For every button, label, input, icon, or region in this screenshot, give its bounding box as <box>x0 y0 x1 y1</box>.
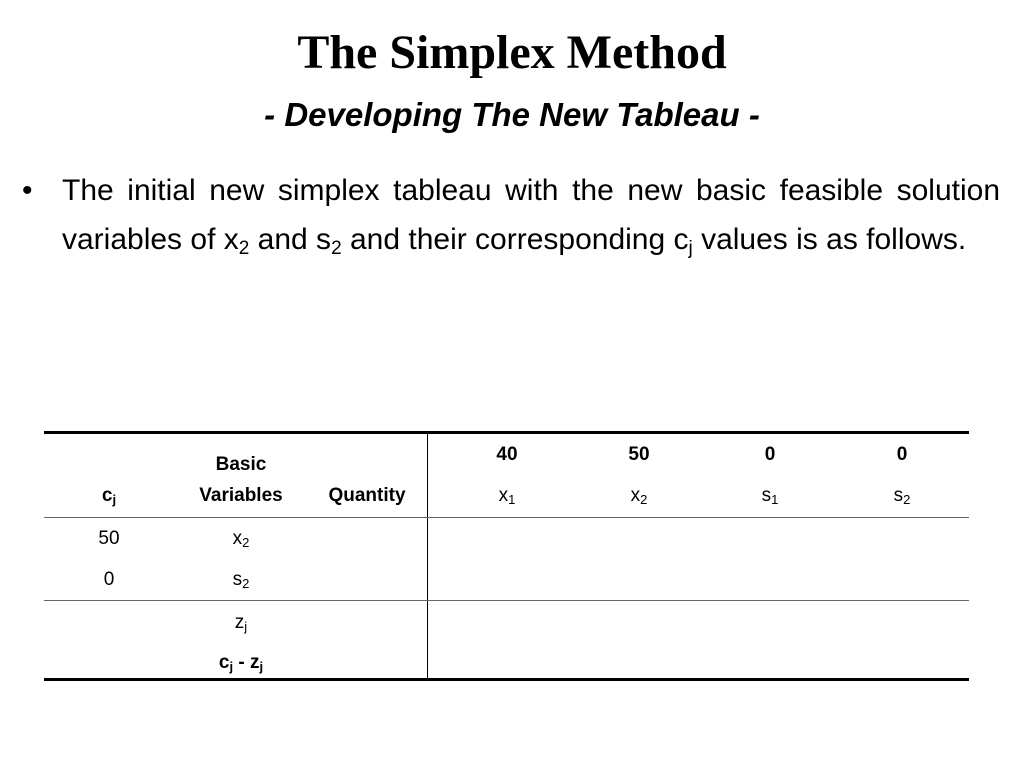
simplex-tableau <box>44 431 969 681</box>
header-col1-cj: 40 <box>496 444 518 465</box>
header-col3-cj: 0 <box>764 444 776 465</box>
bullet-dot-icon: • <box>22 174 33 207</box>
header-col2-var: $x_2$ <box>630 485 648 507</box>
rows-divider <box>44 600 969 601</box>
row1-cj: 50 <box>98 528 120 549</box>
header-col4-cj: 0 <box>896 444 908 465</box>
header-divider <box>44 517 969 518</box>
header-col4-var: $s_2$ <box>893 485 911 507</box>
zj-row-label: $z_j$ <box>234 612 248 634</box>
header-col3-var: $s_1$ <box>761 485 779 507</box>
header-cj: $c_j$ <box>101 485 117 507</box>
slide-title: The Simplex Method <box>297 26 727 79</box>
header-quantity: Quantity <box>328 485 406 506</box>
header-basic: Basic <box>215 454 267 475</box>
header-variables: Variables <box>199 485 283 506</box>
row2-cj: 0 <box>103 569 115 590</box>
header-col1-var: $x_1$ <box>498 485 516 507</box>
bullet-text: The initial new simplex tableau with the new basic feasible solution variables of $x_2$ and $s_2$ and their corresponding $c_j$ values is as follows. <box>62 174 1000 259</box>
row1-basic-var: $x_2$ <box>232 528 250 550</box>
header-col2-cj: 50 <box>628 444 650 465</box>
column-divider <box>427 434 428 681</box>
row2-basic-var: $s_2$ <box>232 569 250 591</box>
cj-minus-zj-row-label: $c_j - z_j$ <box>218 652 264 674</box>
slide-subtitle: - Developing The New Tableau - <box>264 96 760 133</box>
